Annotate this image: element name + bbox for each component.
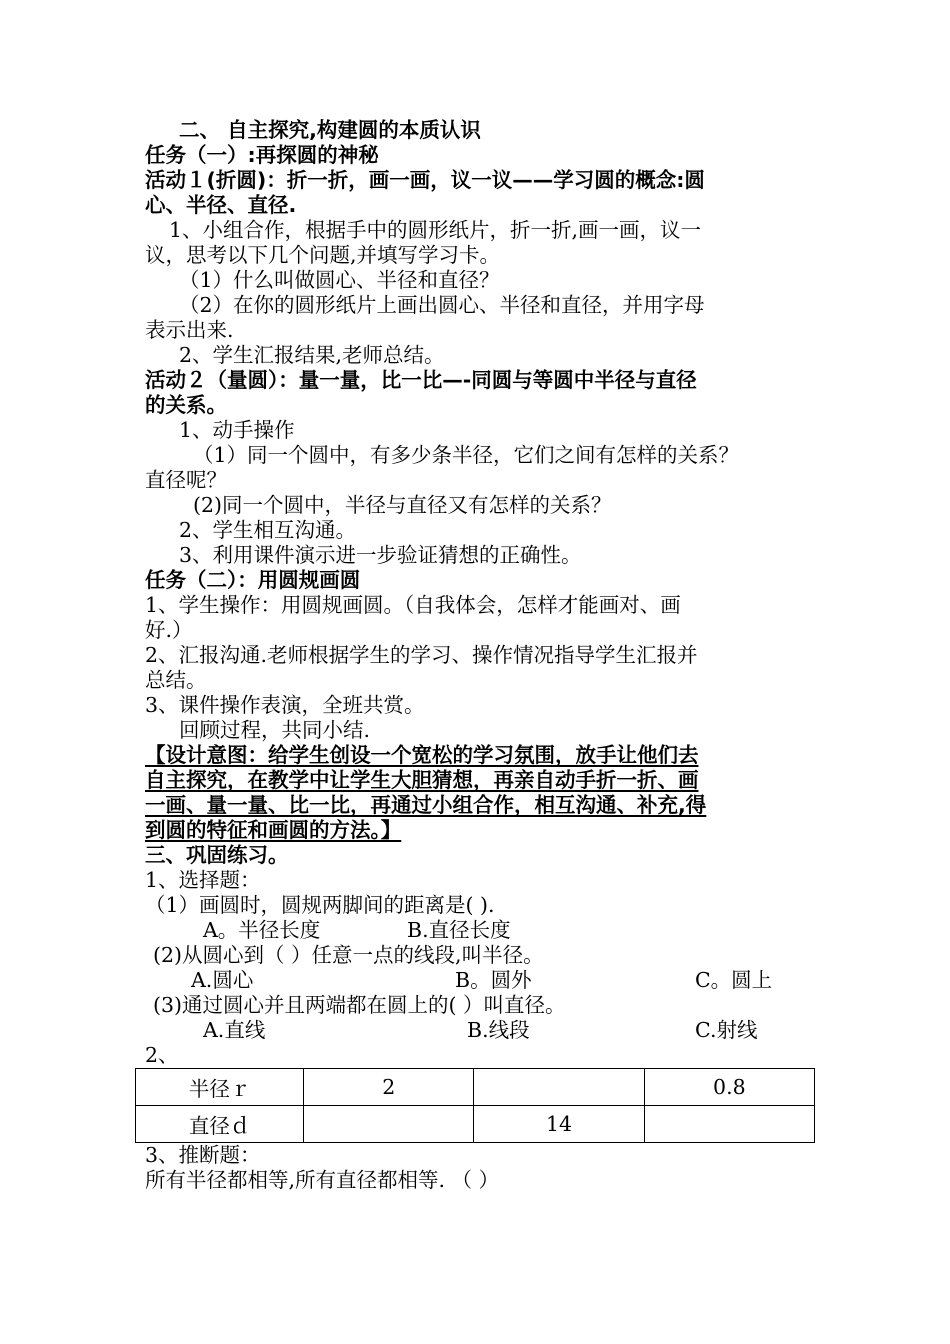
- choice-question-2-options: [145, 968, 825, 993]
- task-2-summary: 回顾过程，共同小结.: [179, 718, 371, 742]
- design-intent-line-4: 到圆的特征和画圆的方法。】: [145, 818, 402, 842]
- activity-2-step-3: 3、利用课件演示进一步验证猜想的正确性。: [179, 543, 582, 567]
- task-2-step-1: 1、学生操作：用圆规画圆。（自我体会，怎样才能画对、画: [145, 593, 681, 617]
- activity-2-heading-cont: 的关系。: [145, 393, 227, 417]
- table-cell: 14: [474, 1106, 644, 1143]
- task-2-step-2: 2、汇报沟通.老师根据学生的学习、操作情况指导学生汇报并: [145, 643, 698, 667]
- activity-1-step-2: 2、学生汇报结果,老师总结。: [179, 343, 445, 367]
- table-row: [136, 1069, 815, 1106]
- judge-heading: 3、推断题：: [145, 1143, 261, 1167]
- design-intent-line-3: 一画、量一量、比一比，再通过小组合作，相互沟通、补充,得: [145, 793, 707, 817]
- activity-2-question-1-cont: 直径呢？: [145, 468, 227, 492]
- table-cell: [644, 1106, 814, 1143]
- choice-question-1: （1）画圆时，圆规两脚间的距离是( ).: [145, 893, 495, 917]
- activity-2-step-2: 2、学生相互沟通。: [179, 518, 357, 542]
- table-cell: 0.8: [644, 1069, 814, 1106]
- choice-question-3: (3)通过圆心并且两端都在圆上的( ）叫直径。: [153, 993, 566, 1017]
- activity-1-step-1: 1、小组合作，根据手中的圆形纸片，折一折,画一画，议一: [169, 218, 702, 242]
- activity-1-heading-cont: 心、半径、直径.: [145, 193, 297, 217]
- design-intent-line-2: 自主探究，在教学中让学生大胆猜想，再亲自动手折一折、画: [145, 768, 699, 792]
- activity-2-heading: 活动２（量圆）：量一量，比一比—-同圆与等圆中半径与直径: [145, 368, 697, 392]
- task-2-step-1-cont: 好.）: [145, 618, 193, 642]
- section-2-heading: 二、 自主探究,构建圆的本质认识: [179, 118, 481, 142]
- radius-diameter-table: [135, 1068, 815, 1143]
- activity-1-question-1: （1）什么叫做圆心、半径和直径？: [179, 268, 500, 292]
- task-2-heading: 任务（二）：用圆规画圆: [145, 568, 361, 592]
- document-page: [145, 118, 825, 1193]
- option-c: C.射线: [695, 1018, 758, 1042]
- choice-question-2: (2)从圆心到（ ）任意一点的线段,叫半径。: [153, 943, 544, 967]
- activity-1-heading: 活动１(折圆)：折一折，画一画，议一议——学习圆的概念:圆: [145, 168, 705, 192]
- table-cell: [474, 1069, 644, 1106]
- table-row: [136, 1106, 815, 1143]
- option-a: A。半径长度: [203, 918, 321, 942]
- option-b: B.线段: [467, 1018, 530, 1042]
- activity-1-question-2-cont: 表示出来.: [145, 318, 234, 342]
- activity-1-question-2: （2）在你的圆形纸片上画出圆心、半径和直径，并用字母: [179, 293, 705, 317]
- option-a: A.圆心: [191, 968, 254, 992]
- task-2-step-3: 3、课件操作表演，全班共赏。: [145, 693, 425, 717]
- option-a: A.直线: [203, 1018, 266, 1042]
- table-cell: 2: [304, 1069, 474, 1106]
- task-1-heading: 任务（一）:再探圆的神秘: [145, 143, 379, 167]
- task-2-step-2-cont: 总结。: [145, 668, 207, 692]
- option-b: B。圆外: [455, 968, 532, 992]
- activity-2-question-1: （1）同一个圆中，有多少条半径，它们之间有怎样的关系？: [193, 443, 740, 467]
- choice-heading: 1、选择题：: [145, 868, 261, 892]
- choice-question-1-options: [145, 918, 825, 943]
- choice-question-3-options: [145, 1018, 825, 1043]
- judge-question: 所有半径都相等,所有直径都相等. （ ）: [145, 1168, 500, 1192]
- activity-1-step-1-cont: 议，思考以下几个问题,并填写学习卡。: [145, 243, 501, 267]
- option-c: C。圆上: [695, 968, 773, 992]
- section-3-heading: 三、巩固练习。: [145, 843, 289, 867]
- activity-2-step-1: 1、动手操作: [179, 418, 295, 442]
- table-cell: 直径ｄ: [136, 1106, 304, 1143]
- table-label: 2、: [145, 1043, 179, 1067]
- table-cell: [304, 1106, 474, 1143]
- activity-2-question-2: (2)同一个圆中，半径与直径又有怎样的关系？: [193, 493, 612, 517]
- option-b: B.直径长度: [407, 918, 511, 942]
- design-intent-line-1: 【设计意图：给学生创设一个宽松的学习氛围，放手让他们去: [145, 743, 699, 767]
- table-cell: 半径ｒ: [136, 1069, 304, 1106]
